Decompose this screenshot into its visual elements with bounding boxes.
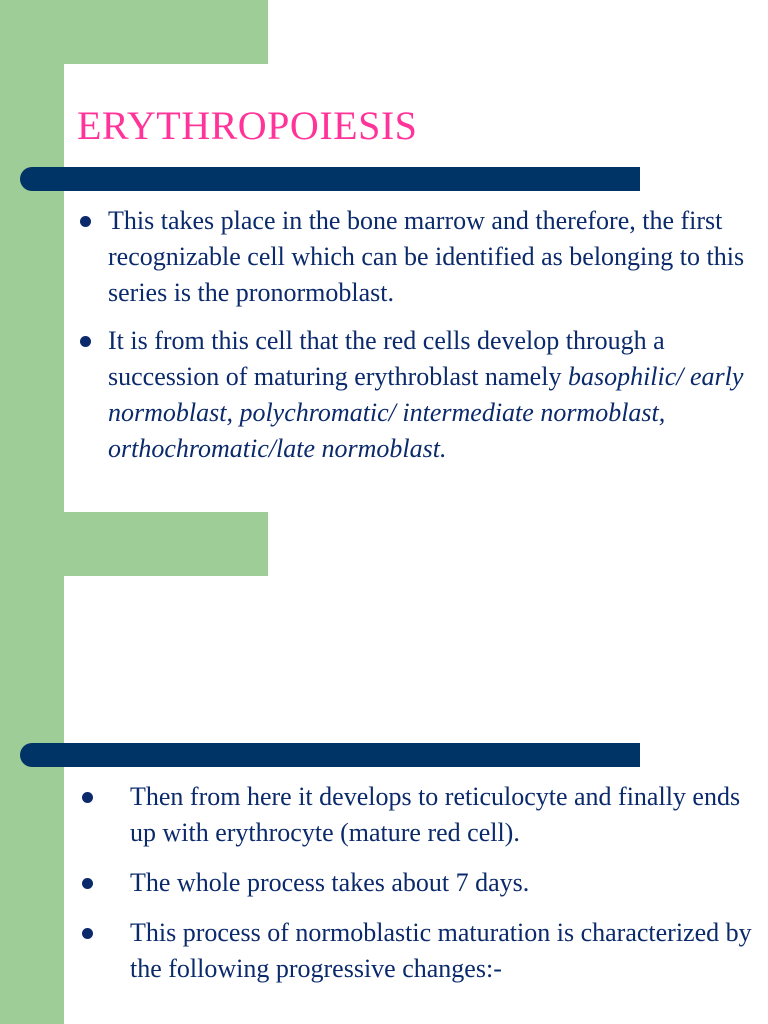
bullet-list: [76, 203, 764, 479]
title-divider: [20, 743, 640, 767]
bullet-text: Then from here it develops to reticulocyte and finally ends up with erythrocyte (mature red cell).: [130, 782, 741, 847]
green-frame-block: [0, 0, 268, 64]
bullet-text: This process of normoblastic maturation is characterized by the following progressive changes:-: [130, 918, 752, 983]
green-frame-strip: [0, 0, 64, 512]
white-rounded-corner: [64, 576, 184, 696]
bullet-text: This takes place in the bone marrow and therefore, the first recognizable cell which can be identified as belonging to this series is the pronormoblast.: [108, 206, 745, 307]
bullet-dot-icon: [82, 928, 93, 939]
bullet-list: [76, 779, 764, 1001]
bullet-item: [76, 915, 764, 987]
bullet-italic-text: basophilic/ early normoblast, polychromatic/ intermediate normoblast, orthochromatic/late normoblast.: [108, 362, 744, 463]
bullet-item: [76, 865, 764, 901]
bullet-dot-icon: [80, 216, 91, 227]
slide-title: ERYTHROPOIESIS: [77, 103, 418, 148]
bullet-dot-icon: [80, 336, 91, 347]
bullet-item: [76, 203, 764, 311]
green-frame-strip: [0, 512, 64, 1024]
bullet-item: [76, 323, 764, 467]
slide-2: [0, 512, 768, 1024]
bullet-item: [76, 779, 764, 851]
bullet-text: It is from this cell that the red cells develop through a succession of maturing erythroblast namely: [108, 326, 665, 391]
title-divider: [20, 167, 640, 191]
bullet-text: The whole process takes about 7 days.: [130, 868, 530, 897]
bullet-dot-icon: [82, 792, 93, 803]
green-frame-block: [0, 512, 268, 576]
bullet-dot-icon: [82, 878, 93, 889]
